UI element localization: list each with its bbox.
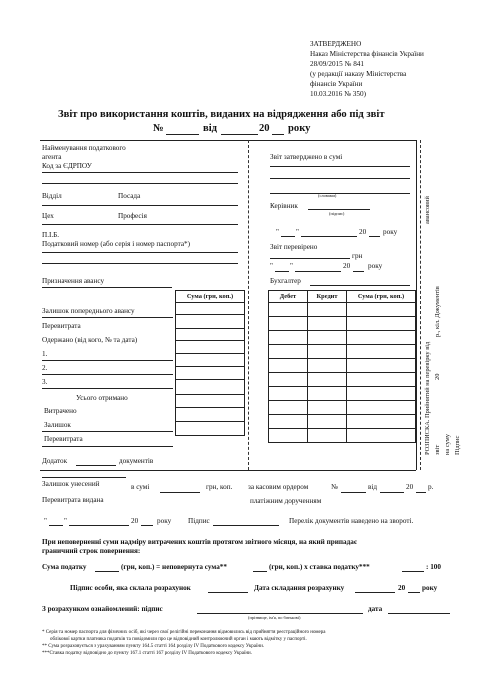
approve-year-word: року: [383, 228, 398, 236]
credit-cell[interactable]: [308, 401, 347, 415]
formula-unreturned: (грн, коп.) = неповернута сума**: [121, 563, 227, 571]
org-name-label: Найменування податкового: [42, 144, 126, 152]
approve-day-field[interactable]: [281, 236, 295, 237]
sum-cell[interactable]: [347, 429, 416, 443]
in-sum-label: в сумі: [131, 483, 150, 491]
order-year-field[interactable]: [416, 492, 426, 493]
receipt-line-2c: р., кіл. Документів: [434, 286, 441, 337]
debit-cell[interactable]: [269, 373, 308, 387]
debit-cell[interactable]: [269, 303, 308, 317]
uah-kop-label: грн, коп.: [206, 483, 233, 491]
approval-line: фінансів України: [310, 80, 363, 88]
receipt-line-1: РОЗПИСКА. Прийнятий на перевірку від: [424, 341, 431, 455]
credit-header: Кредит: [308, 291, 347, 303]
sum-cell[interactable]: [176, 422, 245, 436]
check-date-quote-close: ": [290, 262, 293, 270]
acquainted-signature-field[interactable]: [197, 613, 363, 614]
debit-cell[interactable]: [269, 401, 308, 415]
pib-label: П.І.Б.: [42, 231, 60, 239]
documents-label: документів: [119, 457, 154, 465]
approve-month-field[interactable]: [301, 236, 357, 237]
calc-year-20: 20: [398, 584, 406, 592]
row-2: 2.: [42, 364, 48, 372]
title-no: №: [153, 123, 164, 134]
row-line: [42, 317, 173, 318]
shop-field[interactable]: [42, 224, 238, 225]
position-label: Посада: [118, 192, 141, 200]
sum-cell[interactable]: [176, 395, 245, 408]
row-line: [42, 431, 173, 432]
org-field[interactable]: [42, 172, 238, 173]
calc-date-label: Дата складання розрахунку: [254, 584, 345, 592]
sign-date-quote-close: ": [64, 517, 67, 525]
credit-cell[interactable]: [308, 317, 347, 331]
debit-cell[interactable]: [269, 359, 308, 373]
cash-order-label: за касовим ордером: [248, 483, 309, 491]
credit-cell[interactable]: [308, 415, 347, 429]
tax-sum-field[interactable]: [95, 571, 119, 572]
acquainted-date-label: дата: [368, 605, 383, 613]
department-field[interactable]: [42, 205, 238, 206]
shop-label: Цех: [42, 212, 54, 220]
formula-rate: (грн, коп.) х ставка податку***: [269, 563, 370, 571]
report-date-field[interactable]: [221, 134, 258, 135]
calc-year-field[interactable]: [408, 592, 420, 593]
receipt-line-1b: авансовий: [424, 196, 431, 224]
report-number-field[interactable]: [166, 134, 199, 135]
sum-cell[interactable]: [347, 317, 416, 331]
credit-cell[interactable]: [308, 345, 347, 359]
checked-sum-field[interactable]: [270, 258, 350, 259]
approved-sum-field[interactable]: [270, 166, 410, 167]
receipt-line-2b: 20: [434, 373, 441, 380]
frame-right-line: [416, 140, 417, 470]
debit-cell[interactable]: [269, 387, 308, 401]
order-date-field[interactable]: [380, 492, 404, 493]
balance-top-line: [42, 477, 126, 478]
approval-line: Наказ Міністерства фінансів України: [310, 50, 424, 58]
sum-cell[interactable]: [347, 303, 416, 317]
debit-cell[interactable]: [269, 317, 308, 331]
balance-deposited-label: Залишок унесений: [42, 480, 100, 488]
tax-number-field[interactable]: [42, 252, 238, 253]
row-overspend-2: Перевитрата: [44, 435, 83, 443]
approval-line: 10.03.2016 № 350): [310, 90, 366, 98]
check-date-quote-open: ": [270, 262, 273, 270]
debit-header: Дебет: [269, 291, 308, 303]
column-divider: [248, 140, 249, 470]
sign-year-20: 20: [131, 517, 139, 525]
credit-cell[interactable]: [308, 429, 347, 443]
footnote-3: ***Ставка податку відповідно до пункту 167.1 статті 167 розділу IV Податкового кодексу України.: [42, 651, 252, 656]
sum-cell[interactable]: [176, 408, 245, 422]
credit-cell[interactable]: [308, 359, 347, 373]
tax-rate-field[interactable]: [402, 571, 424, 572]
receipt-line-3: на суму: [444, 434, 451, 455]
report-year-field[interactable]: [272, 134, 284, 135]
acquainted-date-field[interactable]: [388, 613, 450, 614]
row-line[interactable]: [42, 388, 173, 389]
order-number-field[interactable]: [341, 492, 366, 493]
sum-cell[interactable]: [176, 315, 245, 329]
sum-header: Сума (грн, коп.): [176, 291, 245, 303]
title-year-prefix: 20: [259, 123, 270, 134]
row-3: 3.: [42, 378, 48, 386]
frame-top-line: [40, 140, 416, 141]
check-month-field[interactable]: [295, 271, 341, 272]
payment-order-label: платіжним дорученням: [250, 497, 322, 505]
unreturned-line-2: граничний строк повернення:: [42, 547, 141, 555]
deposited-sum-field[interactable]: [160, 492, 200, 493]
edrpou-label: Код за ЄДРПОУ: [42, 162, 92, 170]
profession-label: Професія: [118, 212, 147, 220]
unreturned-line-1: При неповерненні суми надміру витрачених коштів протягом звітного місяця, на який припадає: [42, 538, 357, 546]
sum-cell[interactable]: [347, 373, 416, 387]
approval-line: (у редакції наказу Міністерства: [310, 70, 407, 78]
calc-date-field[interactable]: [355, 592, 395, 593]
credit-cell[interactable]: [308, 303, 347, 317]
check-year-field[interactable]: [353, 271, 364, 272]
check-year-20: 20: [343, 262, 351, 270]
receipt-line-4: Підпис: [454, 435, 461, 455]
accountant-field[interactable]: [310, 285, 410, 286]
credit-cell[interactable]: [308, 331, 347, 345]
sum-cell[interactable]: [176, 341, 245, 354]
head-label: Керівник: [270, 202, 298, 210]
approve-year-field[interactable]: [369, 236, 380, 237]
check-day-field[interactable]: [275, 271, 289, 272]
footnote-2: ** Сума розраховується з урахуванням пункту 164.5 статті 164 розділу IV Податкового кодексу України.: [42, 644, 265, 649]
date-quote-open: ": [276, 228, 279, 236]
debit-cell[interactable]: [269, 415, 308, 429]
row-line[interactable]: [42, 360, 173, 361]
order-no-label: №: [331, 483, 338, 491]
advance-purpose-field[interactable]: [42, 287, 172, 288]
accountant-label: Бухгалтер: [270, 277, 301, 285]
sum-cell[interactable]: [347, 345, 416, 359]
frame-bottom-line: [40, 470, 416, 471]
agent-label: агента: [42, 153, 62, 161]
row-line[interactable]: [42, 374, 173, 375]
sum-cell[interactable]: [347, 359, 416, 373]
credit-cell[interactable]: [308, 387, 347, 401]
calc-year-word: року: [422, 584, 438, 592]
unreturned-sum-field[interactable]: [253, 571, 267, 572]
signature-hint: (підпис): [329, 211, 345, 216]
formula-tax-sum: Сума податку: [42, 563, 87, 571]
pib-hint: (прізвище, ім'я, по батькові): [248, 615, 301, 620]
row-line: [42, 446, 173, 447]
row-overspend: Перевитрата: [42, 322, 81, 330]
advance-sum-table: [175, 290, 245, 436]
title-year-suffix: року: [288, 123, 311, 134]
row-prev-balance: Залишок попереднього авансу: [42, 307, 135, 315]
approved-sum-field-2[interactable]: [270, 178, 410, 179]
date-quote-close: ": [296, 228, 299, 236]
footnote-1: * Серія та номер паспорта для фізичних осіб, які через свої релігійні переконання відмовились від прийняття реєстраційного номера: [42, 630, 326, 635]
sum-cell[interactable]: [347, 415, 416, 429]
row-spent: Витрачено: [44, 407, 77, 415]
tax-number-label: Податковий номер (або серія і номер паспорта*): [42, 240, 191, 248]
sum-cell[interactable]: [176, 329, 245, 341]
row-total-received: Усього отримано: [76, 394, 128, 402]
sign-year-field[interactable]: [141, 525, 153, 526]
in-words-hint: (словами): [318, 193, 337, 198]
checked-uah: грн: [352, 252, 363, 260]
title-from: від: [203, 123, 218, 134]
tax-number-field-2[interactable]: [42, 263, 238, 264]
signature-label: Підпис: [188, 517, 210, 525]
footnote-1-cont: облікової картки платника податків та повідомили про це відповідний контролюючий орган і мають відмітку у паспорті.: [50, 637, 307, 642]
overspend-issued-label: Перевитрата видана: [42, 496, 104, 504]
sum-cell[interactable]: [347, 401, 416, 415]
department-label: Відділ: [42, 192, 62, 200]
approved-words-field[interactable]: [270, 193, 410, 194]
approval-line: 28/09/2015 № 841: [310, 60, 364, 68]
calc-person-label: Підпис особи, яка склала розрахунок: [70, 584, 191, 592]
debit-cell[interactable]: [269, 429, 308, 443]
sum-cell[interactable]: [176, 354, 245, 367]
accounting-table: [268, 290, 416, 443]
formula-divide: : 100: [426, 563, 441, 571]
receipt-line-2: звіт: [434, 444, 441, 455]
sum-cell[interactable]: [347, 331, 416, 345]
row-balance: Залишок: [44, 421, 71, 429]
signature-field[interactable]: [213, 525, 279, 526]
debit-cell[interactable]: [269, 331, 308, 345]
acquainted-label: З розрахунком ознайомлений: підпис: [42, 605, 163, 613]
order-from-label: від: [368, 483, 378, 491]
list-reverse-note: Перелік документів наведено на звороті.: [289, 517, 414, 525]
approve-year-20: 20: [359, 228, 367, 236]
appendix-count-field[interactable]: [76, 465, 116, 466]
check-year-word: року: [368, 262, 383, 270]
org-field-2[interactable]: [42, 183, 238, 184]
sign-month-field[interactable]: [69, 525, 129, 526]
sum-cell[interactable]: [176, 303, 245, 315]
row-1: 1.: [42, 350, 48, 358]
credit-cell[interactable]: [308, 373, 347, 387]
report-approved-label: Звіт затверджено в сумі: [270, 153, 343, 161]
calc-person-field[interactable]: [208, 592, 248, 593]
sum-cell[interactable]: [176, 380, 245, 395]
sum-cell[interactable]: [176, 367, 245, 380]
row-received: Одержано (від кого, № та дата): [42, 336, 138, 344]
head-signature-field[interactable]: [308, 209, 370, 210]
debit-cell[interactable]: [269, 345, 308, 359]
sum-cell[interactable]: [347, 387, 416, 401]
sign-day-field[interactable]: [49, 525, 63, 526]
approval-title: ЗАТВЕРДЖЕНО: [310, 40, 362, 48]
order-year-20: 20: [406, 483, 414, 491]
sign-date-quote-open: ": [44, 517, 47, 525]
appendix-label: Додаток: [42, 457, 68, 465]
sign-year-word: року: [157, 517, 172, 525]
checked-label: Звіт перевірено: [270, 243, 318, 251]
advance-purpose-label: Призначення авансу: [42, 277, 105, 285]
right-sum-header: Сума (грн, коп.): [347, 291, 416, 303]
order-year-r: р.: [428, 483, 434, 491]
receipt-cut-line: [420, 140, 421, 470]
report-title: Звіт про використання коштів, виданих на відрядження або під звіт: [58, 109, 385, 120]
